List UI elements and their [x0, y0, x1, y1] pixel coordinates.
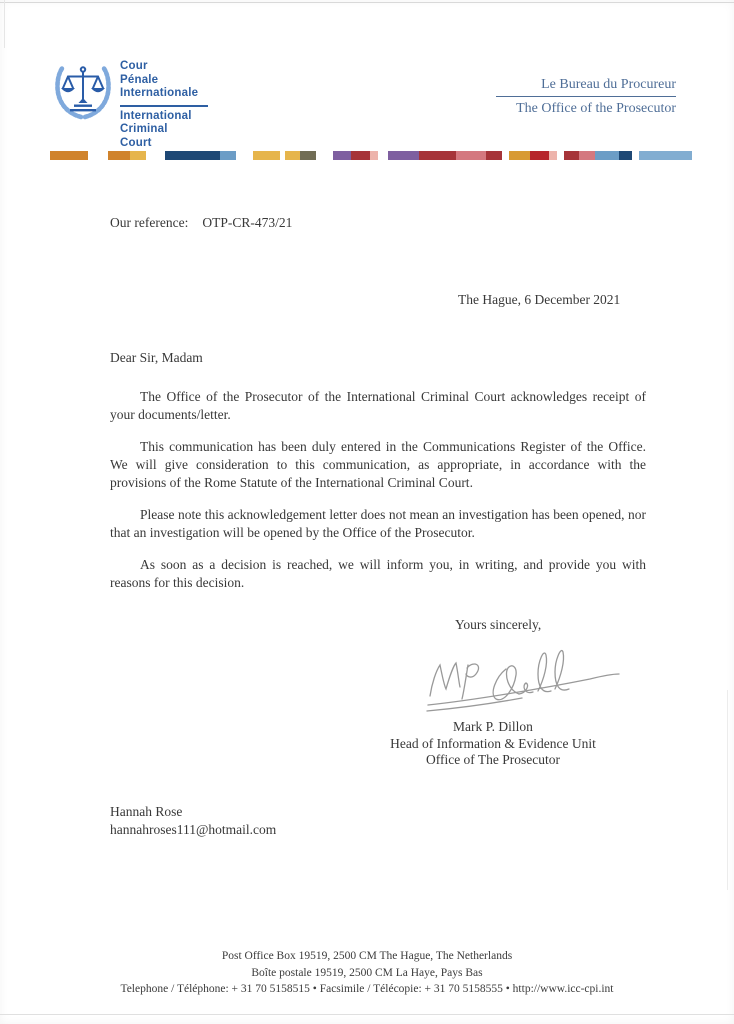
page-edge-bottom [0, 1014, 734, 1015]
body-paragraph: The Office of the Prosecutor of the International Criminal Court acknowledges receipt of your documents/letter. [110, 389, 646, 422]
body-paragraph: Please note this acknowledgement letter does not mean an investigation has been opened, nor that an investigation will be opened by the Office of the Prosecutor. [110, 507, 646, 540]
stripe-gap [236, 151, 253, 160]
stripe-segment [419, 151, 456, 160]
stripe-segment [639, 151, 692, 160]
reference-label: Our reference: [110, 215, 189, 230]
stripe-segment [50, 151, 88, 160]
logo-fr-line1: Cour [120, 60, 148, 72]
stripe-segment [456, 151, 486, 160]
stripe-segment [130, 151, 146, 160]
stripe-gap [88, 151, 108, 160]
logo-divider [120, 105, 208, 107]
sender-block [110, 803, 276, 838]
decorative-color-stripe [50, 151, 692, 160]
signer-name: Mark P. Dillon [453, 719, 533, 734]
stripe-segment [300, 151, 316, 160]
stripe-gap [502, 151, 509, 160]
letter-body [110, 349, 646, 592]
sender-name: Hannah Rose [110, 804, 183, 819]
salutation: Dear Sir, Madam [110, 350, 203, 365]
closing-phrase: Yours sincerely, [455, 617, 542, 632]
handwritten-signature [420, 641, 638, 719]
stripe-segment [388, 151, 419, 160]
office-header-english: The Office of the Prosecutor [516, 101, 676, 116]
footer-line-contact: Telephone / Téléphone: + 31 70 5158515 • Facsimile / Télécopie: + 31 70 5158555 • http://www.icc-cpi.int [120, 983, 614, 995]
signer-block [368, 719, 618, 769]
stripe-segment [108, 151, 130, 160]
stripe-segment [220, 151, 236, 160]
stripe-segment [333, 151, 351, 160]
stripe-segment [564, 151, 579, 160]
stripe-segment [253, 151, 280, 160]
office-header-french: Le Bureau du Procureur [541, 77, 676, 92]
stripe-segment [549, 151, 557, 160]
footer-line-fr: Boîte postale 19519, 2500 CM La Haye, Pays Bas [251, 966, 483, 979]
stripe-gap [557, 151, 564, 160]
stripe-segment [579, 151, 595, 160]
signer-org: Office of The Prosecutor [425, 752, 561, 767]
page-edge-right [727, 690, 728, 890]
letter-body-paragraphs [110, 388, 646, 592]
stripe-gap [146, 151, 165, 160]
stripe-segment [285, 151, 300, 160]
stripe-segment [509, 151, 530, 160]
stripe-segment [530, 151, 549, 160]
office-header-divider [496, 96, 676, 97]
stripe-segment [486, 151, 502, 160]
signer-title: Head of Information & Evidence Unit [390, 735, 596, 751]
stripe-segment [370, 151, 378, 160]
stripe-segment [595, 151, 619, 160]
footer-line-en: Post Office Box 19519, 2500 CM The Hague, The Netherlands [221, 950, 513, 962]
reference-line [110, 215, 292, 231]
page-edge-left [4, 0, 5, 48]
stripe-gap [632, 151, 639, 160]
reference-number: OTP-CR-473/21 [202, 215, 293, 230]
icc-emblem-icon [53, 58, 113, 122]
logo-en-line1: International [120, 109, 192, 122]
stripe-segment [165, 151, 220, 160]
logo-fr-line3: Internationale [120, 87, 199, 99]
logo-wordmark [120, 60, 208, 150]
body-paragraph: As soon as a decision is reached, we will inform you, in writing, and provide you with reasons for this decision. [110, 557, 646, 590]
logo-fr-line2: Pénale [120, 73, 159, 86]
stripe-segment [351, 151, 370, 160]
logo-en-line3: Court [120, 136, 152, 149]
body-paragraph: This communication has been duly entered in the Communications Register of the Office. We will give consideration to this communication, as appropriate, in accordance with the provisions of the Rome Statute of the International Criminal Court. [110, 439, 646, 490]
footer-address [0, 948, 734, 998]
stripe-gap [378, 151, 388, 160]
date-line: The Hague, 6 December 2021 [458, 292, 621, 307]
stripe-gap [316, 151, 333, 160]
logo-en-line2: Criminal [120, 123, 168, 135]
stripe-segment [619, 151, 632, 160]
page-edge-top [0, 2, 734, 3]
office-header [446, 76, 676, 117]
sender-email: hannahroses111@hotmail.com [110, 821, 277, 837]
